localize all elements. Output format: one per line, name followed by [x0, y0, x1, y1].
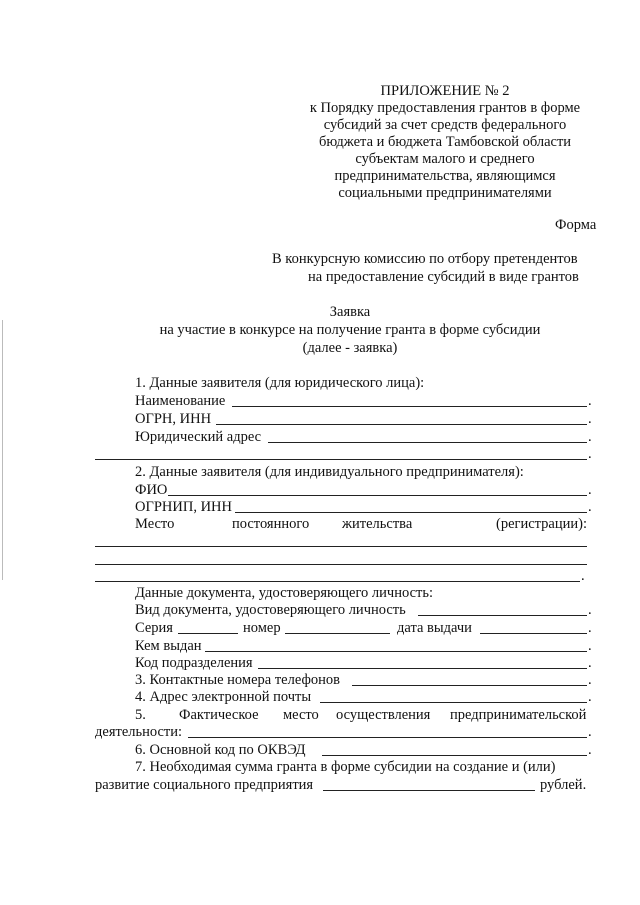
application-note: (далее - заявка) [302, 340, 398, 356]
appendix-line: бюджета и бюджета Тамбовской области [318, 134, 572, 150]
series-field[interactable] [178, 633, 238, 634]
line-end-period: . [581, 568, 585, 584]
appendix-line: предпринимательства, являющимся [334, 168, 556, 184]
division-code-label: Код подразделения [135, 655, 253, 671]
line-end-period: . [588, 482, 592, 498]
residence-field-3[interactable] [95, 581, 580, 582]
residence-field-1[interactable] [95, 546, 587, 547]
email-label: 4. Адрес электронной почты [135, 689, 312, 705]
number-label: номер [243, 620, 281, 636]
addressee-line2: на предоставление субсидий в виде грантов [308, 269, 579, 285]
appendix-line: субъектам малого и среднего [355, 151, 535, 167]
section2-heading: 2. Данные заявителя (для индивидуального предпринимателя): [135, 464, 524, 480]
legal-address-field[interactable] [268, 442, 587, 443]
division-code-field[interactable] [258, 668, 587, 669]
residence-word: (регистрации): [496, 516, 587, 532]
issue-date-field[interactable] [480, 633, 587, 634]
ogrn-inn-field[interactable] [216, 424, 587, 425]
item5-word: предпринимательской [450, 707, 587, 723]
phones-label: 3. Контактные номера телефонов [135, 672, 340, 688]
rubles-suffix: рублей. [540, 777, 587, 793]
line-end-period: . [588, 620, 592, 636]
id-doc-heading: Данные документа, удостоверяющего личность: [135, 585, 433, 601]
line-end-period: . [588, 742, 592, 758]
addressee-line1: В конкурсную комиссию по отбору претендентов [272, 251, 578, 267]
residence-word: Место [135, 516, 175, 532]
appendix-line: социальными предпринимателями [338, 185, 552, 201]
scan-margin-mark [2, 320, 3, 580]
fio-field[interactable] [168, 495, 587, 496]
ogrnip-inn-field[interactable] [235, 512, 587, 513]
line-end-period: . [588, 446, 592, 462]
item5-word: 5. [135, 707, 146, 723]
legal-address-field-cont[interactable] [95, 459, 587, 460]
line-end-period: . [588, 429, 592, 445]
email-field[interactable] [320, 702, 587, 703]
appendix-line: субсидий за счет средств федерального [323, 117, 567, 133]
application-subtitle: на участие в конкурсе на получение гранта в форме субсидии [159, 322, 541, 338]
residence-field-2[interactable] [95, 564, 587, 565]
okved-field[interactable] [322, 755, 587, 756]
org-name-label: Наименование [135, 393, 226, 409]
line-end-period: . [588, 638, 592, 654]
number-field[interactable] [285, 633, 390, 634]
fio-label: ФИО [135, 482, 168, 498]
item5-word: место [283, 707, 319, 723]
okved-label: 6. Основной код по ОКВЭД [135, 742, 306, 758]
activity-place-label: деятельности: [95, 724, 183, 740]
forma-label: Форма [555, 217, 597, 233]
grant-amount-text: 7. Необходимая сумма гранта в форме субсидии на создание и (или) [135, 759, 556, 775]
grant-amount-label: развитие социального предприятия [95, 777, 314, 793]
ogrnip-inn-label: ОГРНИП, ИНН [135, 499, 232, 515]
id-doc-type-field[interactable] [418, 615, 587, 616]
residence-word: постоянного [232, 516, 310, 532]
grant-amount-field[interactable] [323, 790, 535, 791]
issue-date-label: дата выдачи [397, 620, 472, 636]
legal-address-label: Юридический адрес [135, 429, 262, 445]
id-doc-type-label: Вид документа, удостоверяющего личность [135, 602, 406, 618]
line-end-period: . [588, 411, 592, 427]
issued-by-field[interactable] [205, 651, 587, 652]
line-end-period: . [588, 689, 592, 705]
line-end-period: . [588, 724, 592, 740]
item5-word: осуществления [336, 707, 431, 723]
line-end-period: . [588, 499, 592, 515]
item5-word: Фактическое [179, 707, 259, 723]
line-end-period: . [588, 655, 592, 671]
activity-place-field[interactable] [188, 737, 587, 738]
line-end-period: . [588, 672, 592, 688]
appendix-line: к Порядку предоставления грантов в форме [309, 100, 581, 116]
ogrn-inn-label: ОГРН, ИНН [135, 411, 212, 427]
issued-by-label: Кем выдан [135, 638, 202, 654]
section1-heading: 1. Данные заявителя (для юридического лица): [135, 375, 425, 391]
phones-field[interactable] [352, 685, 587, 686]
org-name-field[interactable] [232, 406, 587, 407]
line-end-period: . [588, 393, 592, 409]
line-end-period: . [588, 602, 592, 618]
series-label: Серия [135, 620, 173, 636]
residence-word: жительства [342, 516, 413, 532]
appendix-title: ПРИЛОЖЕНИЕ № 2 [380, 83, 510, 99]
application-title: Заявка [329, 304, 371, 320]
